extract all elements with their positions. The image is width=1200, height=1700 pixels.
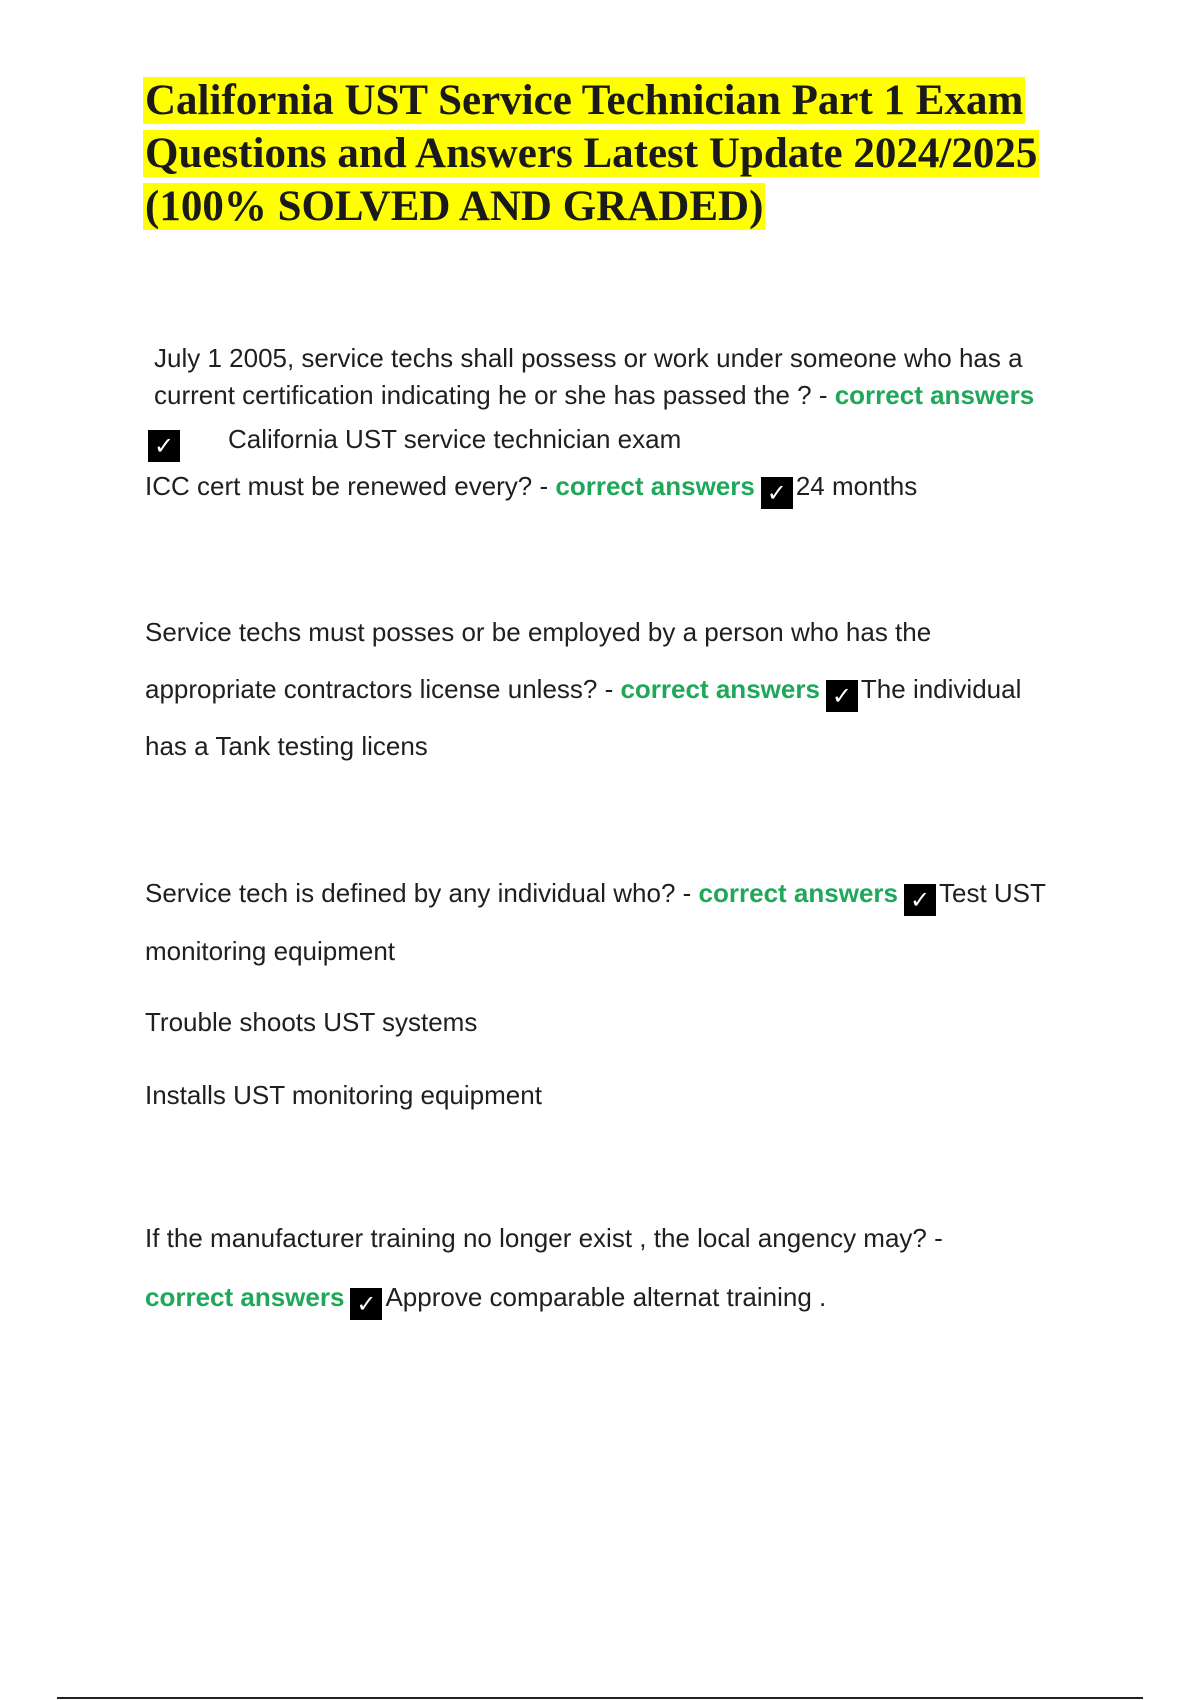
q4-line1 [145, 878, 1046, 916]
q2-answer-text: 24 months [795, 471, 918, 501]
title-highlight: California UST Service Technician Part 1 Exam Questions and Answers Latest Update 2024/2025 (100% SOLVED AND GRADED) [145, 77, 1038, 230]
check-box-icon: ✓ [350, 1288, 382, 1320]
q4-separator: - [675, 878, 699, 908]
q3-separator: - [597, 674, 621, 704]
check-box-icon: ✓ [761, 477, 793, 509]
q1-question-text: current certification indicating he or she has passed the ? [154, 380, 812, 410]
check-box-icon: ✓ [148, 430, 180, 462]
q2-separator: - [532, 471, 556, 501]
q1-line1: July 1 2005, service techs shall possess or work under someone who has a [154, 343, 1023, 373]
q5-line2 [145, 1282, 826, 1320]
q4-line3: Trouble shoots UST systems [145, 1007, 478, 1037]
footer-divider [57, 1697, 1143, 1699]
q3-answer-text: The individual [860, 674, 1022, 704]
q2-line [145, 471, 917, 509]
q5-answer-text: Approve comparable alternat training . [385, 1282, 827, 1312]
q4-question-text: Service tech is defined by any individual who? [145, 878, 676, 908]
q3-line2 [145, 674, 1021, 712]
q3-line1: Service techs must posses or be employed by a person who has the [145, 617, 932, 647]
q3-question-text: appropriate contractors license unless? [145, 674, 598, 704]
q2-answer-label: correct answers [555, 471, 755, 501]
q1-answer-label: correct answers [834, 380, 1035, 410]
q4-line2: monitoring equipment [145, 936, 396, 966]
q3-answer-label: correct answers [620, 674, 820, 704]
q1-separator: - [811, 380, 835, 410]
q1-answer-text: California UST service technician exam [228, 424, 682, 454]
q1-answer-line [148, 424, 681, 462]
q4-line4: Installs UST monitoring equipment [145, 1080, 542, 1110]
q5-line1: If the manufacturer training no longer exist , the local angency may? - [145, 1223, 943, 1253]
q5-answer-label: correct answers [145, 1282, 345, 1312]
document-title [143, 74, 1153, 233]
check-box-icon: ✓ [904, 884, 936, 916]
check-box-icon: ✓ [826, 680, 858, 712]
q4-answer-text: Test UST [939, 878, 1046, 908]
q3-line3: has a Tank testing licens [145, 731, 428, 761]
q1-line2 [154, 380, 1034, 411]
q4-answer-label: correct answers [698, 878, 898, 908]
q2-question-text: ICC cert must be renewed every? [145, 471, 533, 501]
